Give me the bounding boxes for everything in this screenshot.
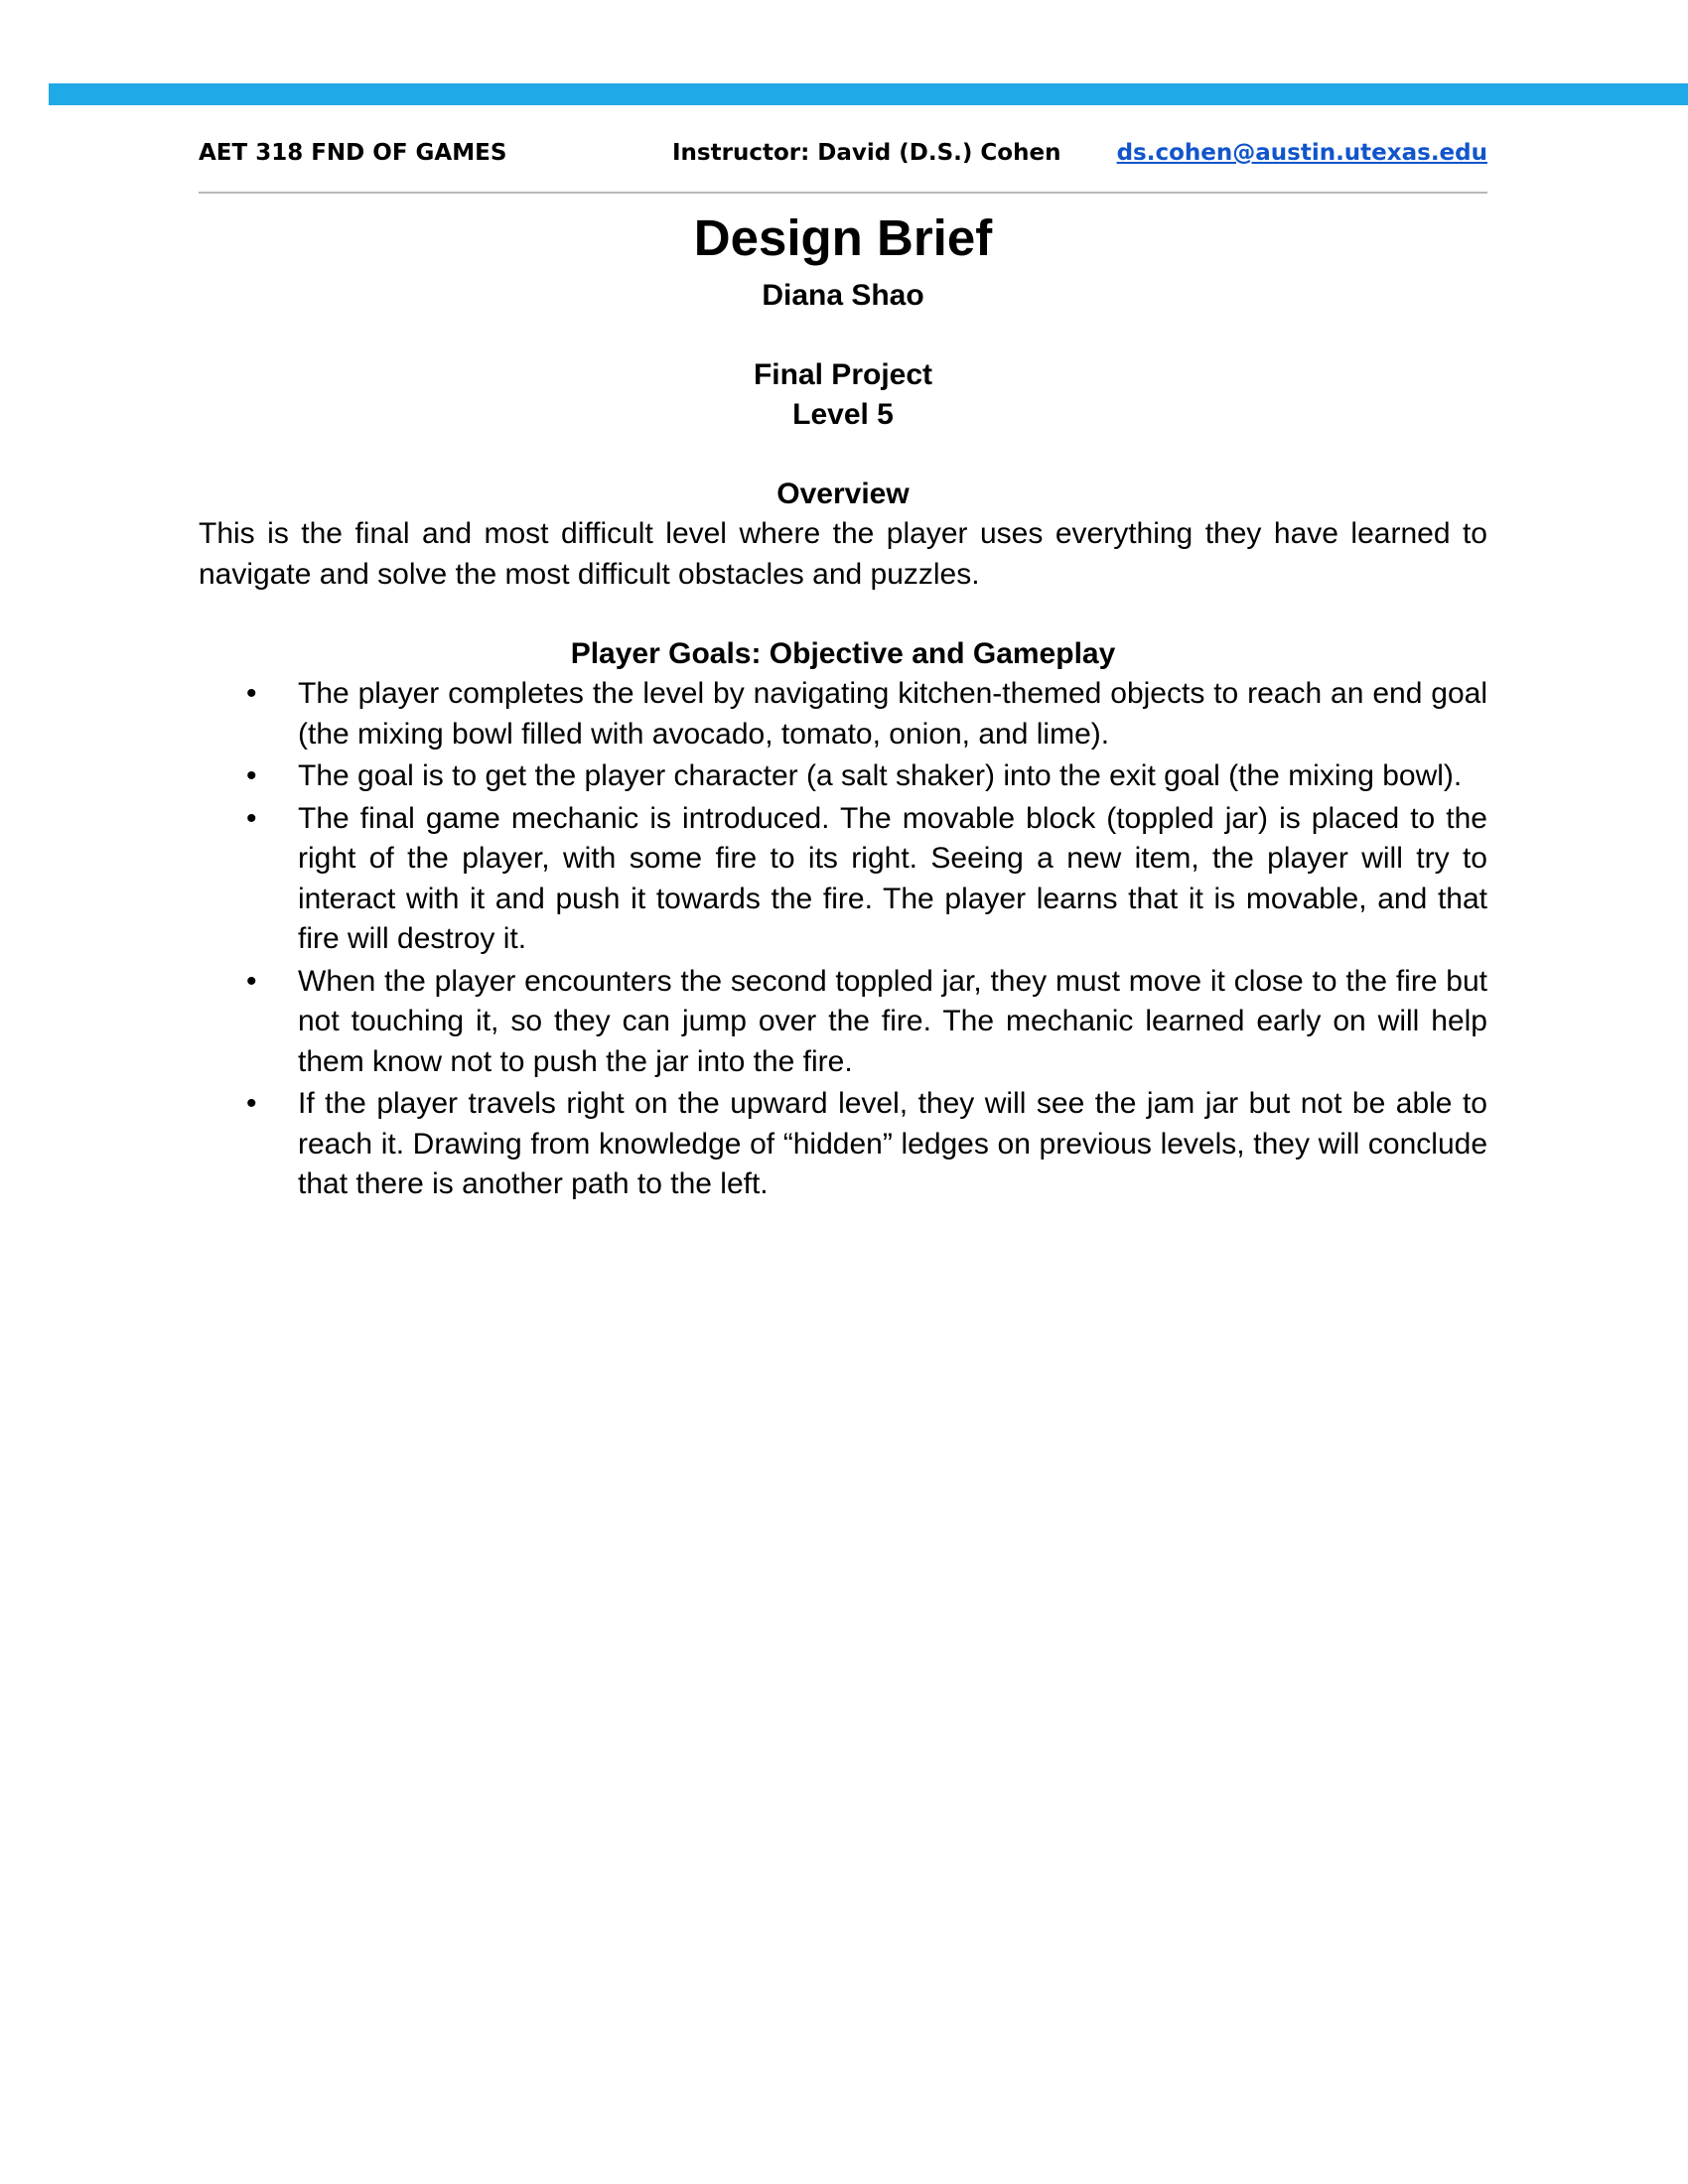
list-item [199,756,1487,797]
list-item [199,799,1487,960]
overview-heading: Overview [776,478,910,510]
document-title: Design Brief [693,209,993,266]
bullet-icon: • [246,1087,257,1120]
list-item-text: The final game mechanic is introduced. The movable block (toppled jar) is placed to the right of the player, with some fire to its right. Seeing a new item, the player will try to interact with it and push it towards the fire. The player learns that it is movable, and that fire will destroy it. [298,801,1487,955]
author-name: Diana Shao [762,279,924,312]
overview-paragraph: This is the final and most difficult level where the player uses everything they have learned to navigate and solve the most difficult obstacles and puzzles. [199,517,1487,591]
document-body [199,201,1487,1207]
top-accent-bar [49,83,1688,105]
bullet-icon: • [246,759,257,792]
header-divider [199,192,1487,194]
bullet-icon: • [246,677,257,710]
goals-list [199,674,1487,1205]
instructor-name: Instructor: David (D.S.) Cohen [672,140,1061,166]
list-item [199,674,1487,754]
page-header [199,133,1487,173]
instructor-email-link[interactable]: ds.cohen@austin.utexas.edu [1116,140,1487,166]
list-item-text: If the player travels right on the upward level, they will see the jam jar but not be able to reach it. Drawing from knowledge of “hidden” ledges on previous levels, they will conclude that there is another path to the left. [298,1087,1487,1200]
list-item [199,1084,1487,1205]
course-name: AET 318 FND OF GAMES [199,140,507,166]
list-item [199,962,1487,1083]
bullet-icon: • [246,801,257,835]
project-name: Final Project [753,358,933,391]
list-item-text: When the player encounters the second toppled jar, they must move it close to the fire but not touching it, so they can jump over the fire. The mechanic learned early on will help them know not to push the jar into the fire. [298,964,1487,1078]
list-item-text: The goal is to get the player character (a salt shaker) into the exit goal (the mixing bowl). [298,759,1463,792]
level-label: Level 5 [792,398,894,431]
list-item-text: The player completes the level by navigating kitchen-themed objects to reach an end goal (the mixing bowl filled with avocado, tomato, onion, and lime). [298,677,1487,751]
goals-heading: Player Goals: Objective and Gameplay [570,637,1116,670]
bullet-icon: • [246,964,257,998]
